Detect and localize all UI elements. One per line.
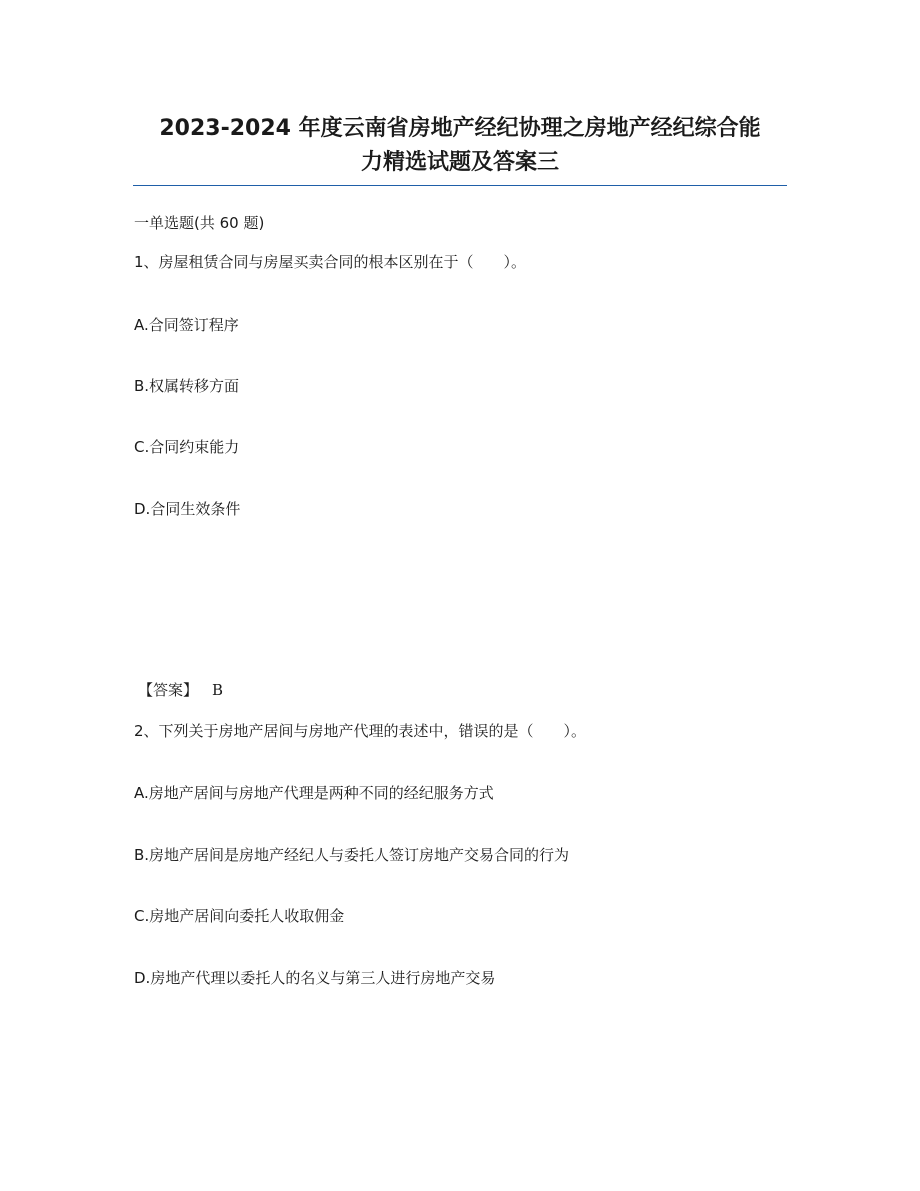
question-1-answer — [138, 680, 223, 700]
question-1-option-d: D.合同生效条件 — [134, 500, 241, 518]
question-2-option-b: B.房地产居间是房地产经纪人与委托人签订房地产交易合同的行为 — [134, 846, 570, 864]
title-line-2: 力精选试题及答案三 — [360, 150, 559, 175]
section-heading: 一单选题(共 60 题) — [134, 214, 265, 232]
question-2-stem: 2、下列关于房地产居间与房地产代理的表述中，错误的是（ ）。 — [134, 722, 587, 740]
document-title — [120, 112, 800, 180]
question-2-option-a: A.房地产居间与房地产代理是两种不同的经纪服务方式 — [134, 784, 494, 802]
title-divider — [133, 185, 787, 186]
title-line-1: 2023-2024 年度云南省房地产经纪协理之房地产经纪综合能 — [159, 116, 761, 141]
question-2-option-c: C.房地产居间向委托人收取佣金 — [134, 907, 345, 925]
answer-label: 【答案】 — [138, 681, 199, 699]
question-1-option-c: C.合同约束能力 — [134, 438, 240, 456]
question-1-stem: 1、房屋租赁合同与房屋买卖合同的根本区别在于（ ）。 — [134, 253, 527, 271]
answer-value: B — [212, 681, 224, 699]
question-1-option-a: A.合同签订程序 — [134, 316, 239, 334]
question-2-option-d: D.房地产代理以委托人的名义与第三人进行房地产交易 — [134, 969, 496, 987]
question-1-option-b: B.权属转移方面 — [134, 377, 240, 395]
